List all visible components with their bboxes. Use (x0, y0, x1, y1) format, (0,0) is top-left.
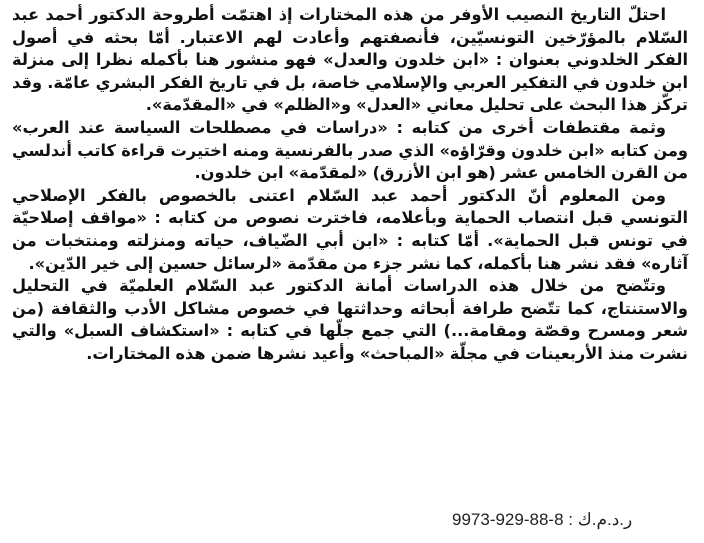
paragraph-reformist-thought: ومن المعلوم أنّ الدكتور أحمد عبد السّلام اعتنى بالخصوص بالفكر الإصلاحي التونسي قبل انتصاب الحماية وبأعلامه، فاخترت نصوص من كتابه : «مواقف إصلاحيّة في تونس قبل الحماية». أمّا كتابه : «ابن أبي الضّياف، حياته ومنزلته ومنتخبات من آثاره» فقد نشر هنا بأكمله، كما نشر جزء من مقدّمة «لرسائل حسين إلى خير الدّين». (12, 185, 688, 273)
body-text (12, 4, 688, 366)
paragraph-history: احتلّ التاريخ النصيب الأوفر من هذه المختارات إذ اهتمّت أطروحة الدكتور أحمد عبد السّلام بالمؤرّخين التونسيّين، فأنصفتهم وأعادت لهم الاعتبار. أمّا بحثه في أصول الفكر الخلدوني بعنوان : «ابن خلدون والعدل» فهو منشور هنا بأكمله نظرا إلى منزلة ابن خلدون في التفكير العربي والإسلامي خاصة، بل في تاريخ الفكر البشري عامّة. وقد تركّز هذا البحث على تحليل معاني «العدل» و«الظلم» في «المقدّمة». (12, 5, 688, 115)
paragraph-scholarship: وتتّضح من خلال هذه الدراسات أمانة الدكتور عبد السّلام العلميّة في التحليل والاستنتاج، كما تتّضح طرافة أبحاثه وحداثتها في خصوص مشاكل الأدب والثقافة (من شعر ومسرح وقصّة ومقامة...) التي جمع جلّها في كتابه : «استكشاف السبل» والتي نشرت منذ الأربعينات في مجلّة «المباحث» وأعيد نشرها ضمن هذه المختارات. (12, 276, 688, 363)
isbn-line (452, 510, 692, 530)
paragraph-extracts: وثمة مقتطفات أخرى من كتابه : «دراسات في مصطلحات السياسة عند العرب» ومن كتابه «ابن خلدون وقرّاؤه» الذي صدر بالفرنسية ومنه اختيرت قراءة كاتب أندلسي من القرن الخامس عشر (هو ابن الأزرق) «لمقدّمة» ابن خلدون. (12, 117, 688, 183)
isbn-value: 9973-929-88-8 (452, 510, 564, 529)
isbn-label: ر.د.م.ك : (568, 510, 633, 529)
